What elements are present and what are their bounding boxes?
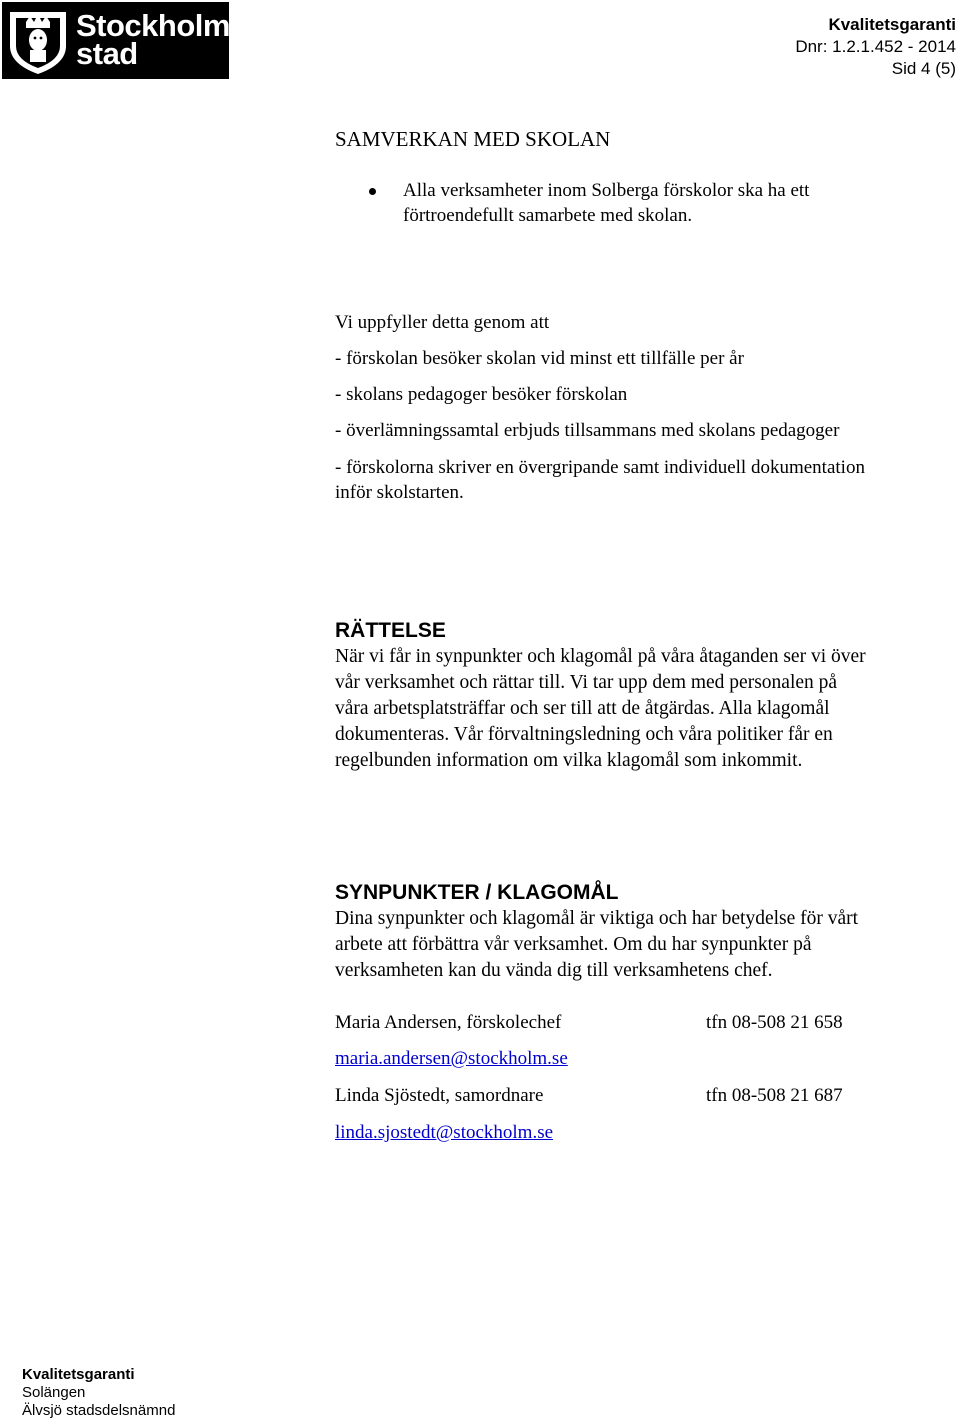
bullet-line-1: Alla verksamheter inom Solberga förskolor ska ha ett — [403, 180, 810, 201]
samverkan-intro: Vi uppfyller detta genom att — [335, 312, 550, 333]
synpunkter-line: Dina synpunkter och klagomål är viktiga och har betydelse för vårt — [335, 908, 859, 929]
footer-doc-type: Kvalitetsgaranti — [22, 1366, 135, 1383]
logo-word-1: Stockholms — [76, 8, 247, 43]
contact-email-link[interactable]: maria.andersen@stockholm.se — [335, 1048, 568, 1069]
samverkan-item: - förskolan besöker skolan vid minst ett tillfälle per år — [335, 348, 744, 369]
header-doc-type: Kvalitetsgaranti — [828, 15, 956, 34]
header-dnr: Dnr: 1.2.1.452 - 2014 — [795, 37, 956, 56]
contact-name: Maria Andersen, förskolechef — [335, 1012, 562, 1033]
rattelse-line: vår verksamhet och rättar till. Vi tar upp dem med personalen på — [335, 672, 838, 693]
city-crest-icon — [6, 6, 70, 76]
rattelse-line: regelbunden information om vilka klagomål som inkommit. — [335, 750, 803, 771]
stockholms-stad-logo — [2, 2, 247, 79]
contact-phone: tfn 08-508 21 687 — [706, 1085, 843, 1106]
rattelse-line: våra arbetsplatsträffar och ser till att de åtgärdas. Alla klagomål — [335, 698, 830, 719]
contact-phone: tfn 08-508 21 658 — [706, 1012, 843, 1033]
synpunkter-line: arbete att förbättra vår verksamhet. Om du har synpunkter på — [335, 934, 812, 955]
samverkan-item: - skolans pedagoger besöker förskolan — [335, 384, 628, 405]
contact-name: Linda Sjöstedt, samordnare — [335, 1085, 544, 1106]
samverkan-item: - överlämningssamtal erbjuds tillsammans med skolans pedagoger — [335, 420, 840, 441]
footer-district: Älvsjö stadsdelsnämnd — [22, 1402, 176, 1419]
logo-word-2: stad — [76, 36, 138, 71]
bullet-icon — [369, 188, 376, 195]
header-page-number: Sid 4 (5) — [891, 59, 956, 78]
synpunkter-line: verksamheten kan du vända dig till verksamhetens chef. — [335, 960, 773, 981]
bullet-line-2: förtroendefullt samarbete med skolan. — [403, 205, 693, 226]
rattelse-line: När vi får in synpunkter och klagomål på våra åtaganden ser vi över — [335, 646, 866, 667]
synpunkter-heading: SYNPUNKTER / KLAGOMÅL — [335, 881, 619, 904]
rattelse-line: dokumenteras. Vår förvaltningsledning och våra politiker får en — [335, 724, 833, 745]
samverkan-item: inför skolstarten. — [335, 482, 464, 503]
rattelse-heading: RÄTTELSE — [335, 619, 446, 642]
footer-unit: Solängen — [22, 1384, 86, 1401]
contact-email-link[interactable]: linda.sjostedt@stockholm.se — [335, 1122, 554, 1143]
samverkan-heading: SAMVERKAN MED SKOLAN — [335, 127, 611, 151]
samverkan-item: - förskolorna skriver en övergripande samt individuell dokumentation — [335, 457, 865, 478]
